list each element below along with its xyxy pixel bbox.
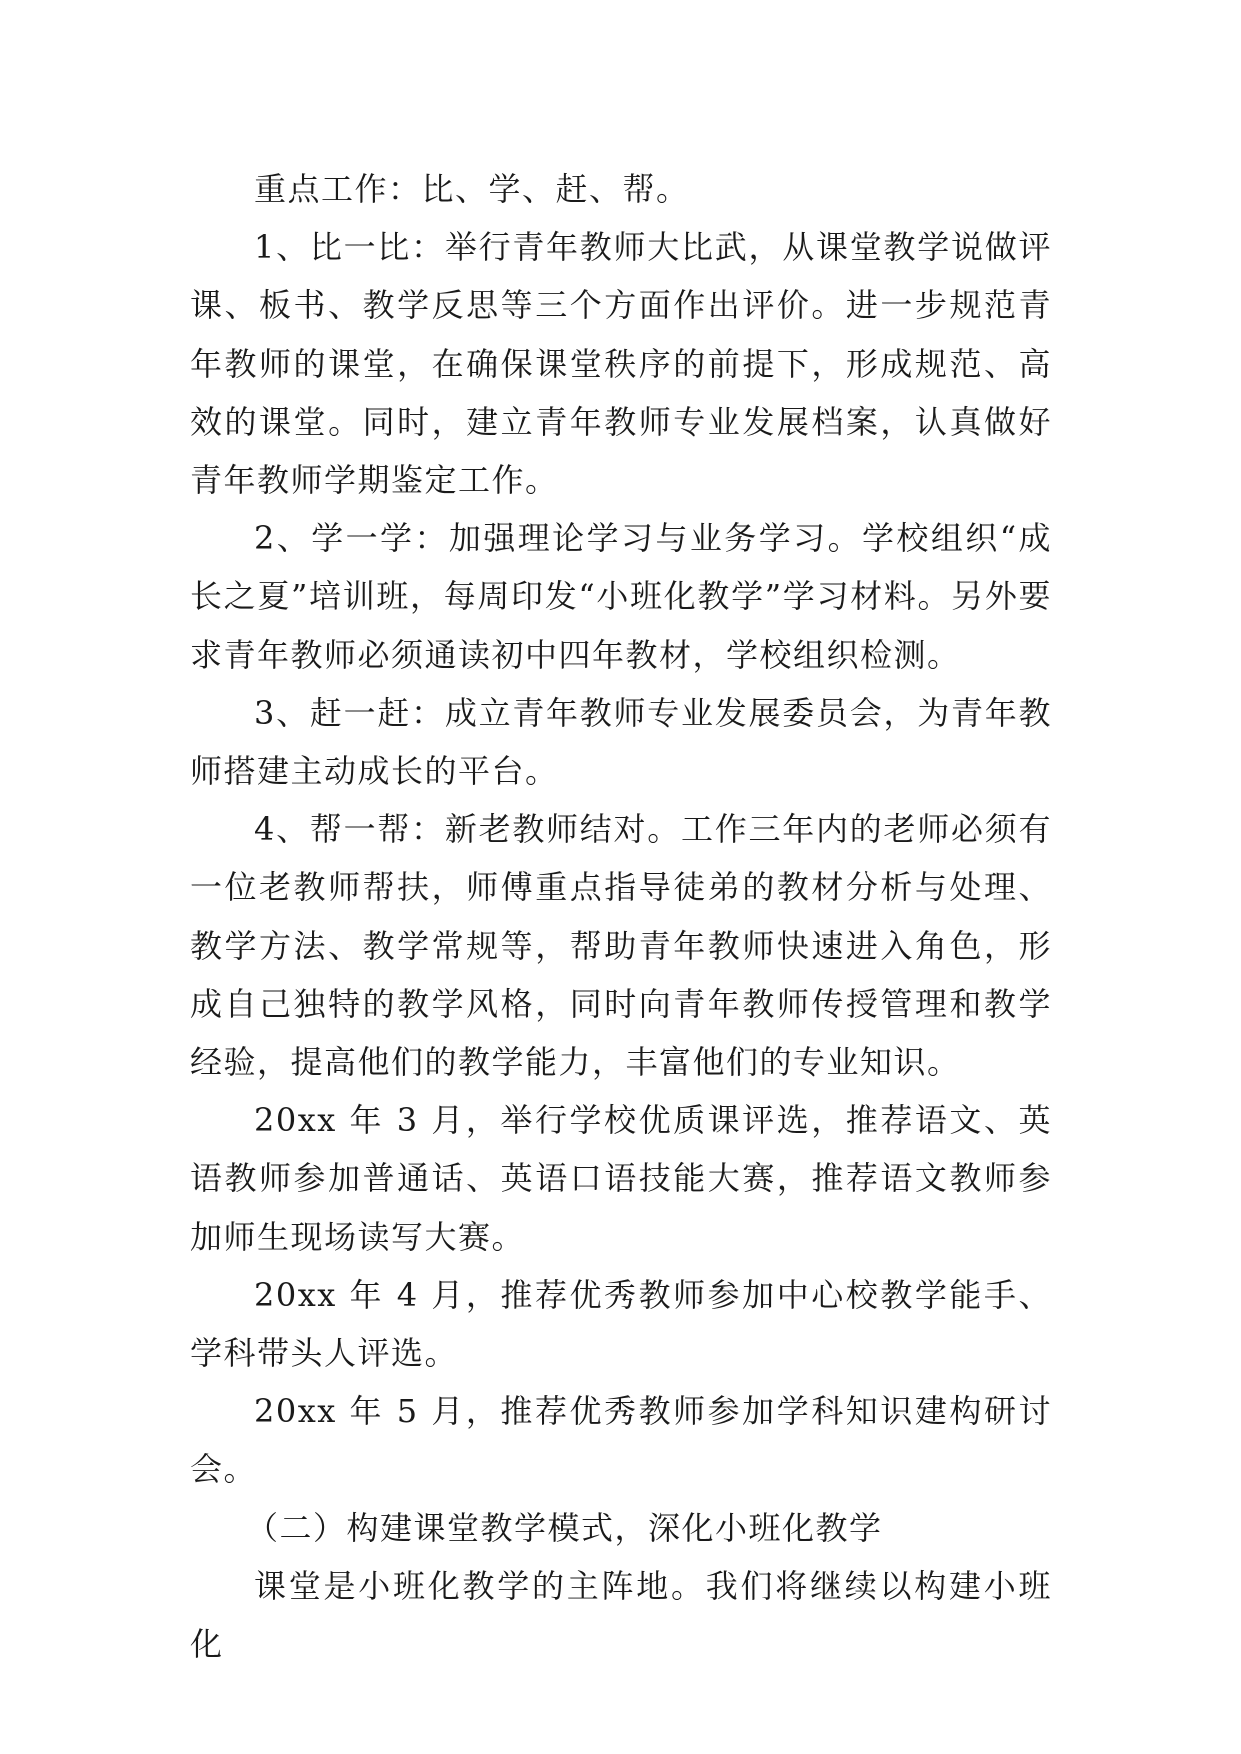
paragraph-compare: 1、比一比：举行青年教师大比武，从课堂教学说做评课、板书、教学反思等三个方面作出评价。进一步规范青年教师的课堂，在确保课堂秩序的前提下，形成规范、高效的课堂。同时，建立青年教师专业发展档案，认真做好青年教师学期鉴定工作。 — [190, 228, 1052, 500]
paragraph-key-work: 重点工作：比、学、赶、帮。 — [254, 170, 690, 208]
document-body — [190, 160, 1052, 1673]
paragraph-learn: 2、学一学：加强理论学习与业务学习。学校组织“成长之夏”培训班，每周印发“小班化教学”学习材料。另外要求青年教师必须通读初中四年教材，学校组织检测。 — [190, 519, 1052, 674]
paragraph-help: 4、帮一帮：新老教师结对。工作三年内的老师必须有一位老教师帮扶，师傅重点指导徒弟的教材分析与处理、教学方法、教学常规等，帮助青年教师快速进入角色，形成自己独特的教学风格，同时向青年教师传授管理和教学经验，提高他们的教学能力，丰富他们的专业知识。 — [190, 810, 1052, 1082]
section-heading: （二）构建课堂教学模式，深化小班化教学 — [246, 1508, 883, 1547]
paragraph-catch-up: 3、赶一赶：成立青年教师专业发展委员会，为青年教师搭建主动成长的平台。 — [190, 693, 1052, 791]
paragraph-april: 20xx 年 4 月，推荐优秀教师参加中心校教学能手、学科带头人评选。 — [190, 1275, 1052, 1373]
paragraph-march: 20xx 年 3 月，举行学校优质课评选，推荐语文、英语教师参加普通话、英语口语技能大赛，推荐语文教师参加师生现场读写大赛。 — [190, 1101, 1052, 1256]
paragraph-may: 20xx 年 5 月，推荐优秀教师参加学科知识建构研讨会。 — [190, 1392, 1052, 1489]
paragraph-classroom: 课堂是小班化教学的主阵地。我们将继续以构建小班化 — [190, 1566, 1052, 1664]
